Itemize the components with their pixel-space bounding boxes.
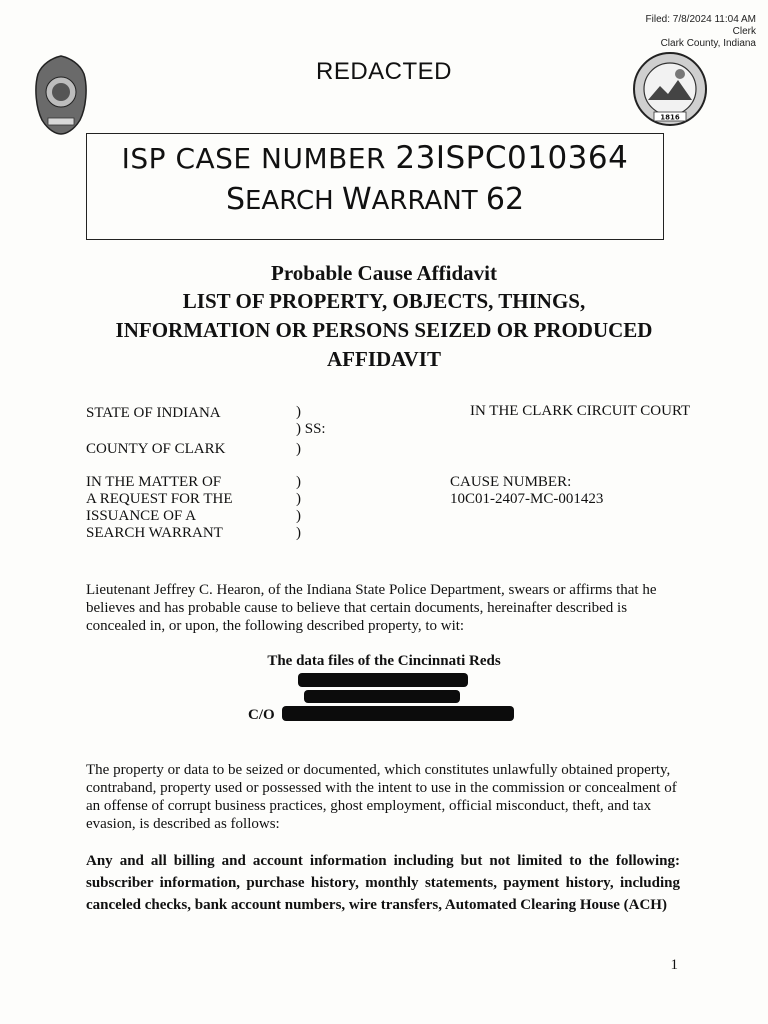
- case-number-line: [87, 140, 663, 176]
- property-paragraph: The property or data to be seized or documented, which constitutes unlawfully obtained property, contraband, property used or possessed with the intent to use in the commission or concealment of an offense of corrupt business practices, ghost employment, official misconduct, theft, and tax evasion, is described as follows:: [86, 762, 677, 832]
- cause-number-block: [450, 474, 603, 508]
- search-warrant-number: 62: [485, 182, 525, 217]
- data-files-line: The data files of the Cincinnati Reds: [267, 653, 501, 669]
- care-of-label: C/O: [248, 707, 275, 723]
- redaction-bar: [282, 706, 514, 721]
- filed-date: Filed: 7/8/2024 11:04 AM: [645, 14, 756, 25]
- cause-number-value: 10C01-2407-MC-001423: [450, 491, 604, 507]
- cause-number-label: CAUSE NUMBER:: [450, 474, 572, 490]
- caption-matter: IN THE MATTER OF A REQUEST FOR THE ISSUANCE OF A SEARCH WARRANT: [86, 474, 233, 541]
- intro-paragraph: Lieutenant Jeffrey C. Hearon, of the Indiana State Police Department, swears or affirms that he believes and has probable cause to believe that certain documents, hereinafter described is concealed in, or upon, the following described property, to wit:: [86, 582, 657, 634]
- search-warrant-line: SEARCH WARRANT 62: [225, 182, 525, 217]
- redaction-bar: [304, 690, 460, 703]
- redaction-bar: [298, 673, 468, 687]
- case-number-box: [86, 133, 664, 240]
- seal-year: 1816: [660, 113, 680, 122]
- page-number: 1: [670, 957, 678, 973]
- redacted-heading: REDACTED: [315, 58, 452, 85]
- caption-ss: ) SS:: [296, 421, 326, 437]
- affidavit-title-block: [0, 259, 768, 374]
- title-list-of-property: LIST OF PROPERTY, OBJECTS, THINGS,: [182, 289, 586, 313]
- caption-parens: ) ) ) ): [296, 474, 301, 541]
- indiana-state-seal: [632, 50, 708, 133]
- title-probable-cause: Probable Cause Affidavit: [271, 261, 497, 285]
- case-number-value: 23ISPC010364: [395, 140, 629, 176]
- case-number-prefix: ISP CASE NUMBER: [121, 142, 386, 175]
- caption-court: IN THE CLARK CIRCUIT COURT: [470, 403, 691, 419]
- billing-paragraph: Any and all billing and account information including but not limited to the following: subscriber information, purchase history, monthly statements, payment history, including canceled checks, bank account numbers, wire transfers, Automated Clearing House (ACH): [86, 853, 680, 913]
- caption-county: COUNTY OF CLARK: [86, 441, 226, 457]
- filed-county: Clark County, Indiana: [660, 38, 756, 49]
- filed-clerk: Clerk: [732, 26, 756, 37]
- title-information-persons: INFORMATION OR PERSONS SEIZED OR PRODUCED: [115, 318, 653, 342]
- title-affidavit: AFFIDAVIT: [327, 347, 441, 371]
- filed-stamp: [646, 14, 756, 50]
- caption-state: STATE OF INDIANA: [86, 405, 221, 421]
